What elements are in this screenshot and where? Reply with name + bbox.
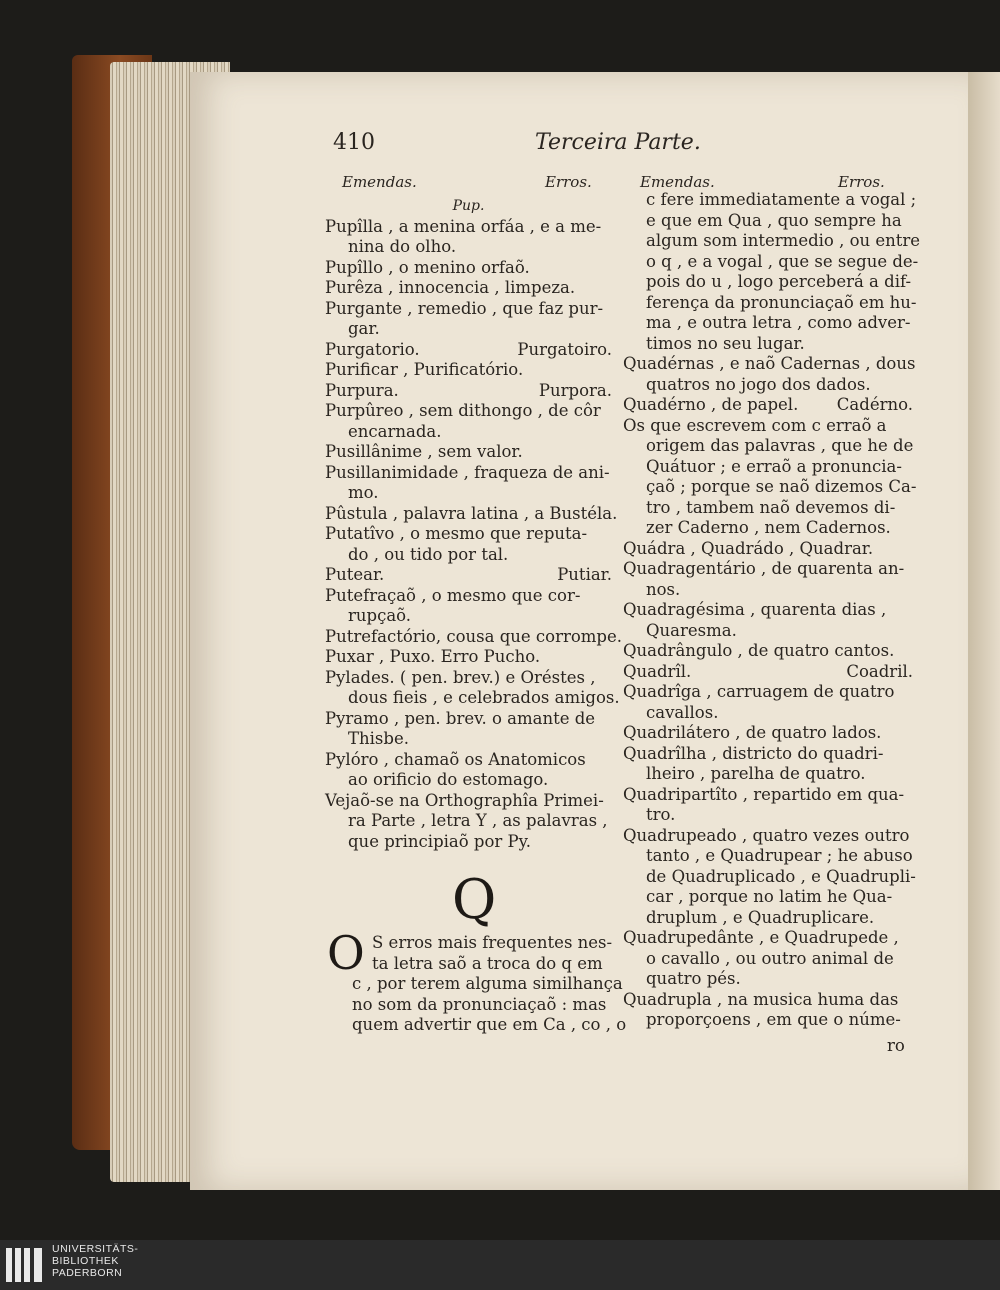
entry-line <box>325 626 622 648</box>
entry-text: tro , tambem naõ devemos di- <box>646 497 896 517</box>
entry-line <box>623 498 913 519</box>
entry-line <box>623 1010 913 1031</box>
entry-text: ma , e outra letra , como adver- <box>646 313 911 332</box>
entry-line <box>623 190 917 211</box>
entry-text: Quadrîlha , districto do quadri- <box>623 743 884 763</box>
entry-line <box>325 319 612 340</box>
entry-text: Putear. <box>325 565 385 584</box>
entry-text: çaõ ; porque se naõ dizemos Ca- <box>646 477 917 496</box>
entry-line <box>325 340 612 361</box>
entry-text: Thisbe. <box>348 729 409 748</box>
entry-line <box>623 313 913 334</box>
entry-line <box>623 866 916 888</box>
entry-text: c fere immediatamente a vogal ; <box>646 190 917 209</box>
entry-line <box>325 503 618 525</box>
entry-text: de Quadruplicado , e Quadrupli- <box>646 866 916 886</box>
logo-line: PADERBORN <box>52 1267 123 1279</box>
section-heading: Pup. <box>452 198 485 214</box>
library-logo-text <box>52 1243 138 1279</box>
entry-text: Quadrilátero , de quatro lados. <box>623 723 882 742</box>
entry-line <box>325 278 612 299</box>
page-number: 410 <box>333 130 375 155</box>
entry-line <box>623 600 913 621</box>
entry-text: Quadrupeado , quatro vezes outro <box>623 825 910 845</box>
entry-text: dous fieis , e celebrados amigos. <box>348 688 620 707</box>
left-entries <box>325 216 622 853</box>
entry-text: Pupîlla , a menina orfáa , e a me- <box>325 216 602 236</box>
entry-text: ao orificio do estomago. <box>348 770 549 789</box>
entry-line <box>623 928 913 949</box>
entry-line <box>623 539 913 560</box>
entry-line <box>623 785 913 806</box>
entry-text: Quadérno , de papel. <box>623 395 799 414</box>
entry-line <box>623 559 913 580</box>
entry-text: Purpûreo , sem dithongo , de côr <box>325 401 601 420</box>
entry-line <box>623 436 913 457</box>
facing-page-edge <box>968 72 1000 1190</box>
entry-line <box>623 826 913 847</box>
entry-text: o cavallo , ou outro animal de <box>646 948 894 968</box>
entry-text: origem das palavras , que he de <box>646 436 914 455</box>
entry-text: druplum , e Quadruplicare. <box>646 907 875 927</box>
entry-line <box>325 647 612 668</box>
entry-line <box>325 463 612 484</box>
entry-line <box>623 231 921 252</box>
library-footer <box>0 1240 1000 1290</box>
entry-text: Purgatorio. <box>325 339 420 359</box>
entry-line <box>325 729 612 750</box>
entry-line <box>325 483 612 504</box>
entry-text: Putefraçaõ , o mesmo que cor- <box>325 585 581 605</box>
entry-line <box>623 477 917 498</box>
entry-text: Pyramo , pen. brev. o amante de <box>325 708 596 728</box>
entry-text: do , ou tido por tal. <box>348 544 509 564</box>
entry-text: encarnada. <box>348 421 442 441</box>
entry-text: mo. <box>348 483 379 502</box>
entry-line <box>623 395 913 416</box>
entry-line <box>325 299 612 320</box>
catchword: ro <box>887 1036 905 1055</box>
entry-line <box>325 688 620 709</box>
entry-text: algum som intermedio , ou entre <box>646 231 921 250</box>
logo-line: BIBLIOTHEK <box>52 1255 119 1267</box>
entry-text: Pupîllo , o menino orfaõ. <box>325 257 530 277</box>
entry-text: Quadripartîto , repartido em qua- <box>623 784 905 804</box>
entry-line <box>325 770 612 791</box>
entry-text: Purpura. <box>325 380 399 400</box>
entry-line <box>623 723 913 744</box>
intro-line: quem advertir que em Ca , co , o <box>352 1015 627 1034</box>
section-letter: Q <box>452 868 497 931</box>
entry-text: Quadrângulo , de quatro cantos. <box>623 641 895 660</box>
library-logo-icon <box>6 1248 46 1282</box>
left-heading-emendas: Emendas. <box>342 173 417 191</box>
entry-line <box>325 565 612 586</box>
right-heading-erros: Erros. <box>838 173 885 191</box>
entry-text: Pylades. ( pen. brev.) e Oréstes , <box>325 667 596 687</box>
entry-text: Quaresma. <box>646 620 737 640</box>
entry-line <box>325 750 612 771</box>
intro-paragraph <box>372 933 616 974</box>
entry-text: Quadragentário , de quarenta an- <box>623 559 905 578</box>
entry-line <box>623 949 913 970</box>
entry-line <box>623 662 913 683</box>
entry-text: Putatîvo , o mesmo que reputa- <box>325 524 588 543</box>
entry-line <box>623 292 917 314</box>
running-title: Terceira Parte. <box>535 130 701 155</box>
entry-line <box>623 990 913 1011</box>
entry-text: Quadrîl. <box>623 661 692 681</box>
intro-line: S erros mais frequentes nes- <box>372 933 613 952</box>
entry-text: tro. <box>646 805 676 824</box>
entry-error-form: Putiar. <box>557 565 612 584</box>
entry-text: nina do olho. <box>348 237 457 256</box>
entry-line <box>623 641 913 662</box>
entry-text: Os que escrevem com c erraõ a <box>623 415 887 435</box>
entry-text: Quadragésima , quarenta dias , <box>623 600 887 619</box>
entry-text: ferença da pronunciaçaõ em hu- <box>646 292 917 312</box>
entry-line <box>325 442 612 463</box>
entry-text: Purgante , remedio , que faz pur- <box>325 298 604 318</box>
entry-line <box>325 258 612 279</box>
entry-line <box>325 668 612 689</box>
entry-line <box>325 237 612 258</box>
entry-text: Quadrîga , carruagem de quatro <box>623 682 895 701</box>
entry-text: nos. <box>646 579 681 599</box>
left-heading-erros: Erros. <box>545 173 592 191</box>
entry-line <box>623 457 913 478</box>
entry-line <box>325 606 612 627</box>
entry-error-form: Purpora. <box>538 380 612 400</box>
entry-line <box>623 744 913 765</box>
entry-line <box>623 805 913 826</box>
entry-line <box>623 251 919 273</box>
entry-text: Purificar , Purificatório. <box>325 360 524 379</box>
entry-line <box>623 846 913 867</box>
entry-text: Quádra , Quadrádo , Quadrar. <box>623 538 874 558</box>
right-heading-emendas: Emendas. <box>640 173 715 191</box>
entry-text: rupçaõ. <box>348 606 412 625</box>
intro-line: c , por terem alguma similhança <box>352 974 623 993</box>
entry-text: Pusillânime , sem valor. <box>325 442 523 461</box>
entry-line <box>623 416 913 437</box>
entry-line <box>325 422 612 443</box>
entry-line <box>623 518 913 539</box>
entry-text: quatros no jogo dos dados. <box>646 374 871 394</box>
entry-line <box>325 360 612 381</box>
entry-text: cavallos. <box>646 702 719 722</box>
left-column <box>325 196 622 852</box>
entry-text: zer Caderno , nem Cadernos. <box>646 518 891 537</box>
entry-text: gar. <box>348 319 380 338</box>
entry-text: pois do u , logo perceberá a dif- <box>646 272 912 291</box>
entry-line <box>623 272 913 293</box>
entry-line <box>325 811 612 832</box>
entry-text: tanto , e Quadrupear ; he abuso <box>646 846 913 865</box>
entry-text: proporçoens , em que o núme- <box>646 1010 901 1029</box>
entry-text: Puxar , Puxo. Erro Pucho. <box>325 647 541 666</box>
logo-line: UNIVERSITÄTS- <box>52 1243 139 1255</box>
entry-line <box>623 887 913 908</box>
entry-line <box>325 381 612 402</box>
entry-text: Putrefactório, cousa que corrompe. <box>325 626 622 646</box>
entry-error-form: Coadril. <box>846 661 913 681</box>
entry-line <box>623 682 913 703</box>
intro-line: no som da pronunciaçaõ : mas <box>352 994 607 1014</box>
entry-text: Quadrupedânte , e Quadrupede , <box>623 928 899 947</box>
entry-line <box>623 703 913 724</box>
entry-line <box>623 375 913 396</box>
entry-text: lheiro , parelha de quatro. <box>646 764 866 783</box>
entry-line <box>325 545 612 566</box>
right-entries <box>623 190 921 1031</box>
entry-line <box>623 621 913 642</box>
entry-text: quatro pés. <box>646 969 741 988</box>
entry-text: Vejaõ-se na Orthographîa Primei- <box>325 790 604 810</box>
entry-text: que principiaõ por Py. <box>348 831 532 851</box>
entry-text: timos no seu lugar. <box>646 333 805 353</box>
entry-line <box>325 217 612 238</box>
right-column <box>623 190 921 1031</box>
entry-text: ra Parte , letra Y , as palavras , <box>348 811 608 830</box>
entry-line <box>623 354 916 375</box>
entry-line <box>325 709 612 730</box>
entry-line <box>623 969 913 990</box>
entry-line <box>325 832 612 853</box>
entry-text: Quátuor ; e erraõ a pronuncia- <box>646 456 902 476</box>
drop-cap: O <box>327 926 365 980</box>
entry-text: o q , e a vogal , que se segue de- <box>646 251 919 271</box>
entry-text: car , porque no latim he Qua- <box>646 887 893 906</box>
entry-line <box>623 580 913 601</box>
entry-line <box>623 334 913 355</box>
entry-text: Quadrupla , na musica huma das <box>623 989 899 1009</box>
entry-text: Pusillanimidade , fraqueza de ani- <box>325 462 610 482</box>
entry-text: Pûstula , palavra latina , a Bustéla. <box>325 503 618 523</box>
entry-text: Pylóro , chamaõ os Anatomicos <box>325 749 586 769</box>
entry-error-form: Purgatoiro. <box>517 339 612 359</box>
entry-text: e que em Qua , quo sempre ha <box>646 210 902 230</box>
intro-paragraph-cont <box>352 974 627 1036</box>
entry-line <box>325 524 612 545</box>
entry-line <box>325 791 612 812</box>
entry-text: Quadérnas , e naõ Cadernas , dous <box>623 354 916 373</box>
entry-line <box>623 908 913 929</box>
entry-line <box>623 764 913 785</box>
entry-error-form: Cadérno. <box>836 395 913 414</box>
entry-line <box>325 586 612 607</box>
intro-line: ta letra saõ a troca do q em <box>372 953 603 973</box>
entry-line <box>623 211 913 232</box>
entry-line <box>325 401 612 422</box>
entry-text: Purêza , innocencia , limpeza. <box>325 278 576 297</box>
